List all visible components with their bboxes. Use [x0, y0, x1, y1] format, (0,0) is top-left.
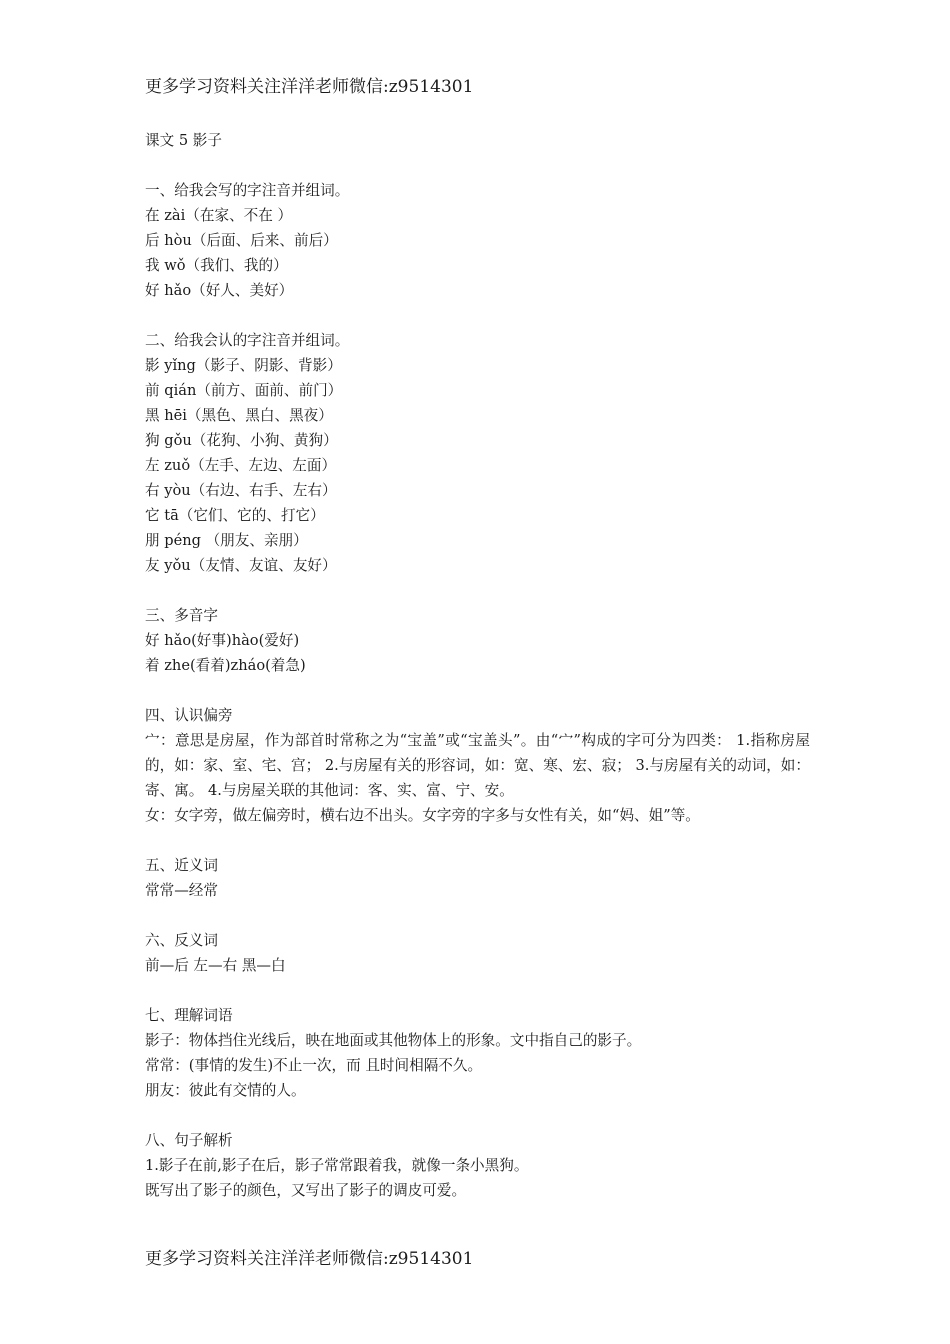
- section-2-item: 左 zuǒ（左手、左边、左面）: [145, 457, 337, 474]
- section-1-heading: 一、给我会写的字注音并组词。: [145, 182, 350, 199]
- section-6-heading: 六、反义词: [145, 932, 218, 949]
- synonym-item: 常常—经常: [145, 882, 218, 899]
- word-definition: 常常：(事情的发生)不止一次，而 且时间相隔不久。: [145, 1057, 483, 1074]
- section-3-heading: 三、多音字: [145, 607, 218, 624]
- section-2-item: 它 tā（它们、它的、打它）: [145, 507, 325, 524]
- page-footer-contact: 更多学习资料关注洋洋老师微信:z9514301: [145, 1249, 474, 1269]
- sentence-analysis: 1.影子在前,影子在后，影子常常跟着我，就像一条小黑狗。: [145, 1157, 529, 1174]
- section-3-item: 着 zhe(看着)zháo(着急): [145, 657, 306, 674]
- document-body: [145, 128, 810, 1203]
- section-1-item: 我 wǒ（我们、我的）: [145, 257, 288, 274]
- section-2-heading: 二、给我会认的字注音并组词。: [145, 332, 350, 349]
- section-7-heading: 七、理解词语: [145, 1007, 233, 1024]
- section-5-heading: 五、近义词: [145, 857, 218, 874]
- lesson-title: 课文 5 影子: [145, 132, 222, 149]
- word-definition: 影子：物体挡住光线后，映在地面或其他物体上的形象。文中指自己的影子。: [145, 1032, 642, 1049]
- section-2-item: 黑 hēi（黑色、黑白、黑夜）: [145, 407, 333, 424]
- sentence-analysis: 既写出了影子的颜色，又写出了影子的调皮可爱。: [145, 1182, 467, 1199]
- word-definition: 朋友：彼此有交情的人。: [145, 1082, 306, 1099]
- section-1-item: 在 zài（在家、不在 ）: [145, 207, 293, 224]
- radical-nv-paragraph: 女：女字旁，做左偏旁时，横右边不出头。女字旁的字多与女性有关，如“妈、姐”等。: [145, 807, 700, 824]
- section-3-item: 好 hǎo(好事)hào(爱好): [145, 632, 300, 649]
- antonym-item: 前—后 左—右 黑—白: [145, 957, 286, 974]
- section-2-item: 前 qián（前方、面前、前门）: [145, 382, 343, 399]
- page-header-contact: 更多学习资料关注洋洋老师微信:z9514301: [145, 77, 474, 97]
- radical-mian-paragraph: 宀：意思是房屋，作为部首时常称之为“宝盖”或“宝盖头”。由“宀”构成的字可分为四类： 1.指称房屋的，如：家、室、宅、宫； 2.与房屋有关的形容词，如：宽、寒、宏、寂； 3.与房屋有关的动词，如：寄、寓。 4.与房屋关联的其他词：客、实、富、宁、安。: [145, 732, 810, 799]
- section-2-item: 狗 gǒu（花狗、小狗、黄狗）: [145, 432, 338, 449]
- section-4-heading: 四、认识偏旁: [145, 707, 233, 724]
- section-2-item: 影 yǐng（影子、阴影、背影）: [145, 357, 342, 374]
- section-2-item: 友 yǒu（友情、友谊、友好）: [145, 557, 337, 574]
- section-8-heading: 八、句子解析: [145, 1132, 233, 1149]
- section-2-item: 右 yòu（右边、右手、左右）: [145, 482, 337, 499]
- section-2-item: 朋 péng （朋友、亲朋）: [145, 532, 308, 549]
- section-1-item: 好 hǎo（好人、美好）: [145, 282, 294, 299]
- section-1-item: 后 hòu（后面、后来、前后）: [145, 232, 338, 249]
